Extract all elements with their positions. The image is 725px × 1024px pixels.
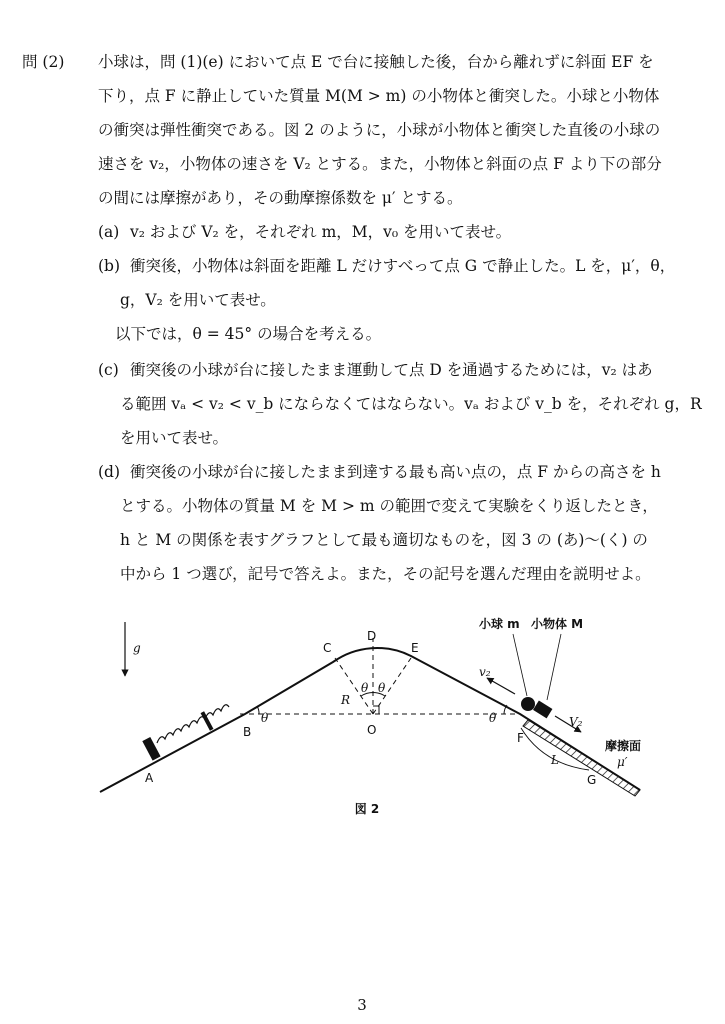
body-leader [547,634,561,700]
point-f: F [517,731,524,745]
part-c-text: る範囲 vₐ < v₂ < v_b にならなくてはならない。vₐ および v_b を，それぞれ g，R [120,395,702,413]
part-d-text: 衝突後の小球が台に接したまま到達する最も高い点の，点 F からの高さを h [130,463,661,481]
angle-arc-b [257,706,259,714]
point-d: D [367,629,377,643]
friction-label: 摩擦面 [605,739,642,753]
point-e: E [411,641,419,655]
point-o: O [367,723,377,737]
part-d-text: 中から 1 つ選び，記号で答えよ。また，その記号を選んだ理由を説明せよ。 [120,565,651,583]
part-d-text: とする。小物体の質量 M を M > m の範囲で変えて実験をくり返したとき， [120,497,658,515]
V2-label: V₂ [569,715,583,729]
body-label: 小物体 M [531,617,584,631]
ball-leader [513,634,527,696]
part-c-text: 衝突後の小球が台に接したまま運動して点 D を通過するためには，v₂ はあ [130,361,653,379]
question-text-line: の間には摩擦があり，その動摩擦係数を μ′ とする。 [98,189,463,207]
part-d-mark: (d) [98,463,121,481]
theta-f: θ [489,711,497,725]
mu-label: μ′ [617,755,628,769]
radius-label: R [341,693,351,707]
interlude-text: 以下では，θ = 45° の場合を考える。 [115,325,382,343]
v2-arrow [487,678,515,694]
question-text-line: 下り，点 F に静止していた質量 M(M > m) の小物体と衝突した。小球と小物体 [98,87,660,105]
track-curve [100,648,640,792]
point-b: B [243,725,252,739]
block [533,701,552,719]
spring [157,705,229,743]
part-d-text: h と M の関係を表すグラフとして最も適切なものを，図 3 の (あ)〜(く) の [120,531,648,549]
v2-label: v₂ [479,665,491,679]
part-c-text: を用いて表せ。 [120,429,229,447]
point-c: C [323,641,332,655]
page-number: 3 [357,996,367,1014]
part-c-mark: (c) [98,361,119,379]
part-b-text: g，V₂ を用いて表せ。 [120,291,276,309]
part-b-mark: (b) [98,257,121,275]
theta-b: θ [261,711,269,725]
part-b-text: 衝突後，小物体は斜面を距離 L だけすべって点 G で静止した。L を，μ′，θ， [130,257,676,275]
figure-2 [95,612,655,832]
question-text-line: の衝突は弾性衝突である。図 2 のように，小球が小物体と衝突した直後の小球の [98,121,661,139]
part-a-mark: (a) [98,223,120,241]
L-label: L [551,753,559,767]
question-text-line: 小球は，問 (1)(e) において点 E で台に接触した後，台から離れずに斜面 EF を [98,53,654,71]
question-text-line: 速さを v₂，小物体の速さを V₂ とする。また，小物体と斜面の点 F より下の部分 [98,155,662,173]
figure-caption: 図 2 [354,802,380,816]
question-label: 問 (2) [22,53,65,71]
point-g: G [587,773,597,787]
theta-center-right: θ [378,681,386,695]
ball-label: 小球 m [479,617,520,631]
theta-center-left: θ [361,681,369,695]
point-a: A [145,771,154,785]
gravity-label: g [133,641,141,655]
ball [521,697,535,711]
part-a-text: v₂ および V₂ を，それぞれ m，M，v₀ を用いて表せ。 [130,223,512,241]
